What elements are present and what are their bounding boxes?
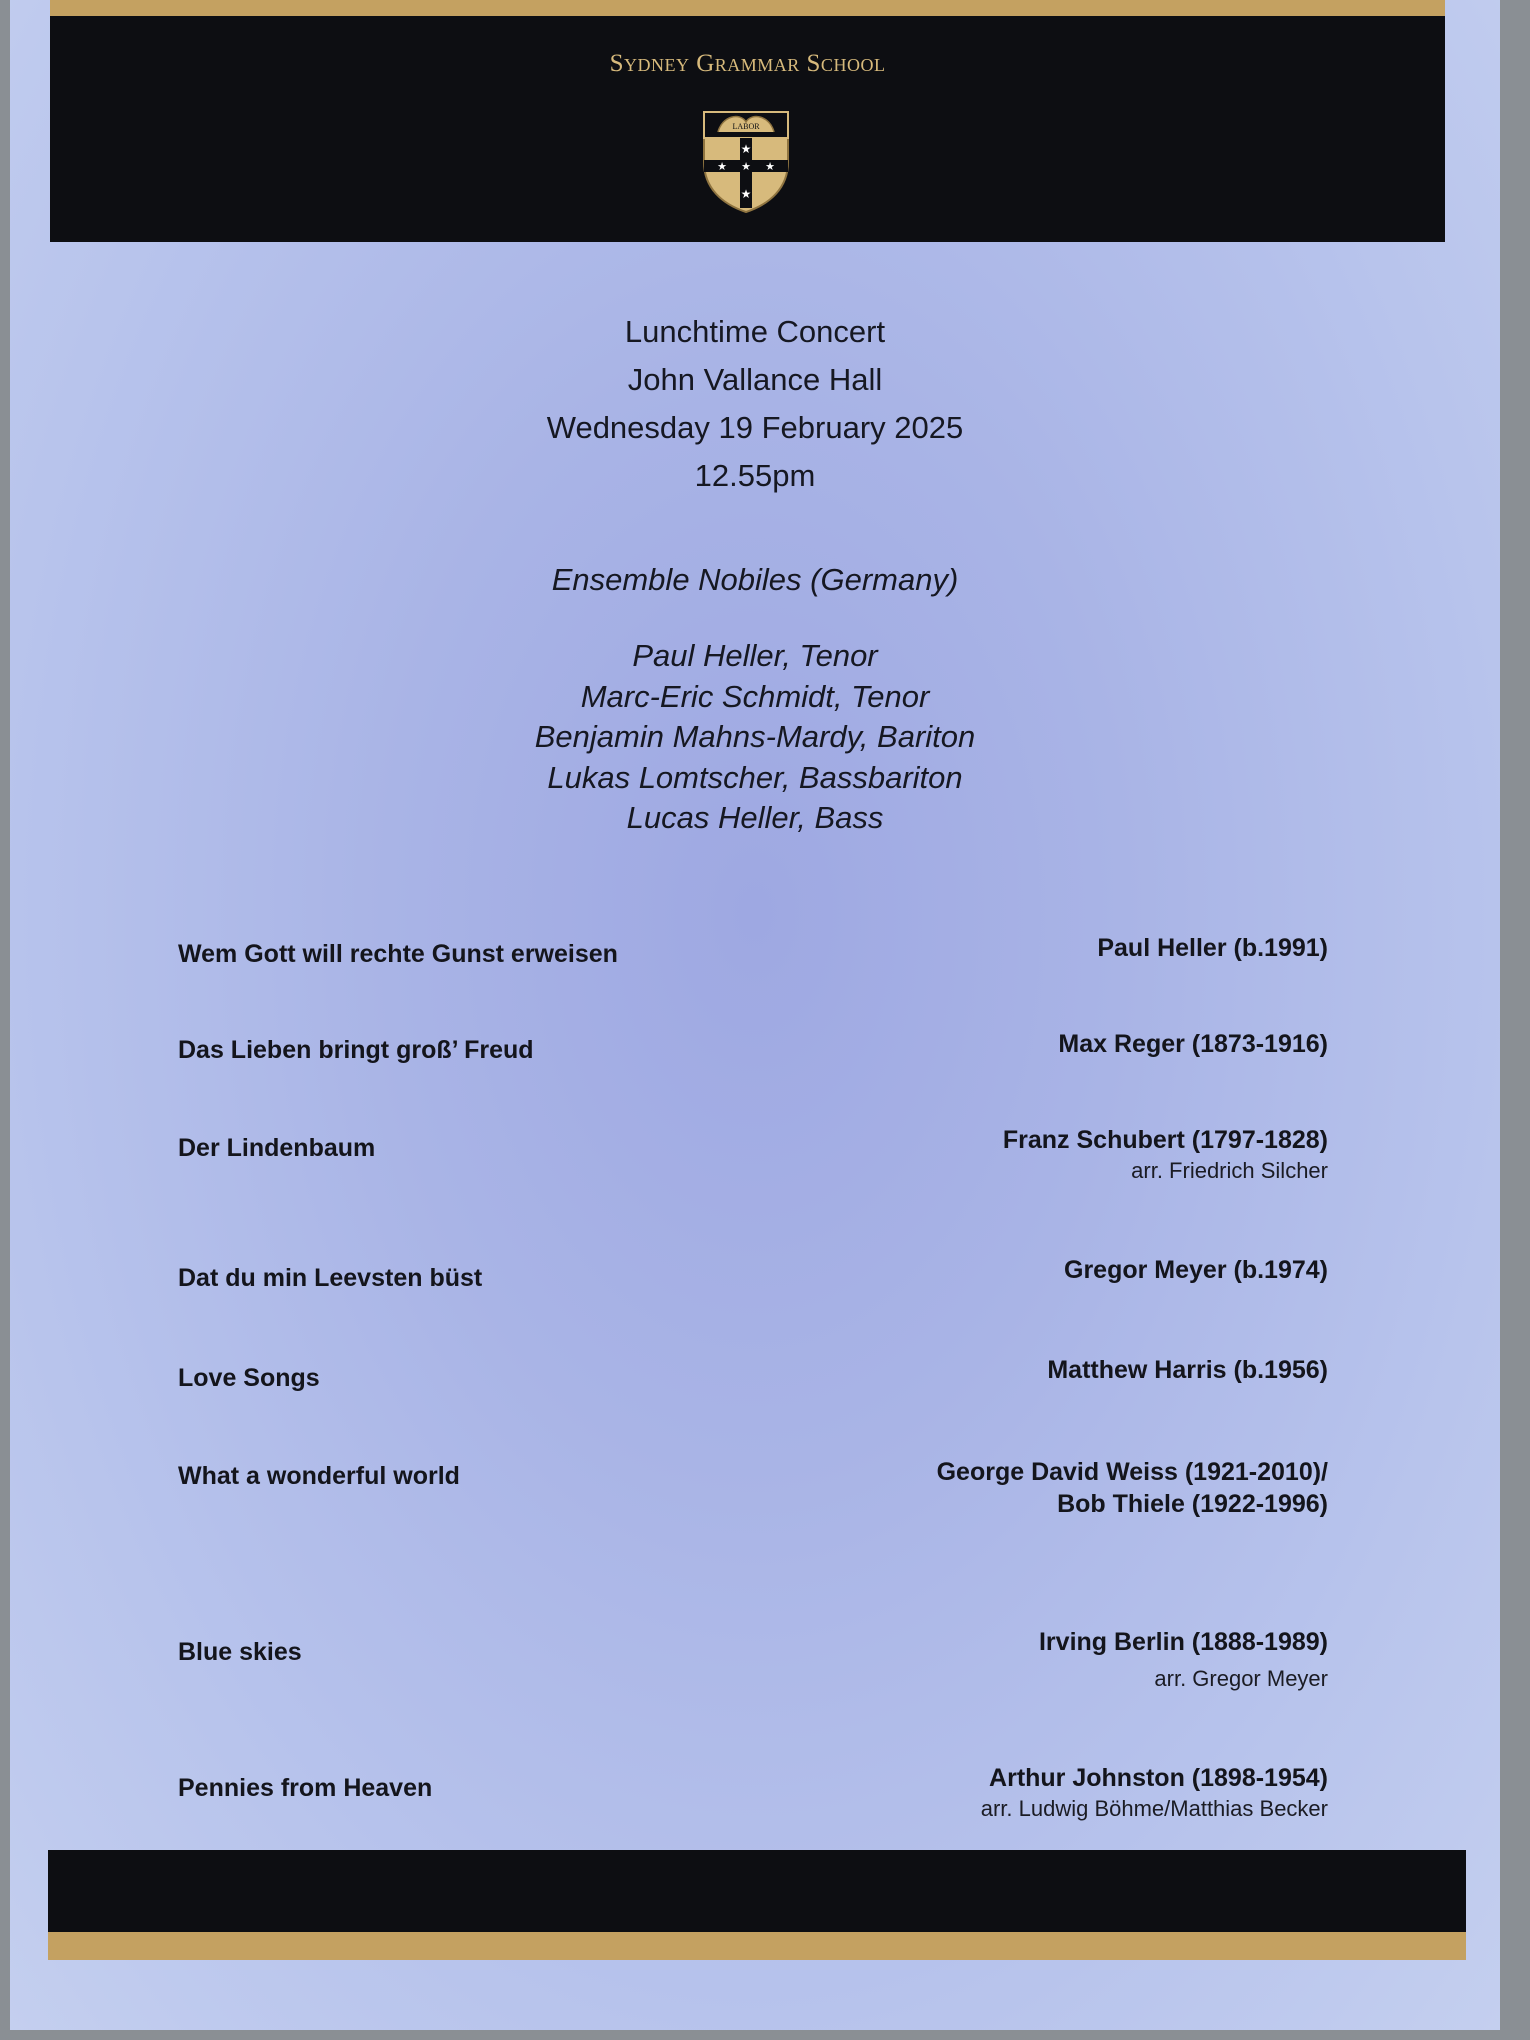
performer: Benjamin Mahns-Mardy, Bariton: [534, 719, 976, 754]
composer-name: Paul Heller (b.1991): [1097, 934, 1328, 962]
piece-title: Der Lindenbaum: [178, 1134, 376, 1162]
composer-name: Matthew Harris (b.1956): [1047, 1356, 1328, 1384]
piece-title: Love Songs: [178, 1364, 320, 1392]
composer-name: Arthur Johnston (1898-1954): [989, 1764, 1328, 1792]
svg-text:★: ★: [740, 142, 752, 156]
arranger-credit: arr. Gregor Meyer: [1154, 1666, 1328, 1691]
ensemble-name: Ensemble Nobiles (Germany): [551, 562, 959, 597]
piece-title: What a wonderful world: [178, 1462, 460, 1490]
svg-text:★: ★: [765, 161, 775, 173]
piece-composer: [981, 1762, 1328, 1824]
event-date: Wednesday 19 February 2025: [546, 410, 964, 445]
svg-text:★: ★: [741, 161, 751, 173]
svg-text:★: ★: [740, 187, 752, 201]
composer-name: George David Weiss (1921-2010)/: [936, 1458, 1328, 1486]
performer: Marc-Eric Schmidt, Tenor: [580, 678, 930, 714]
piece-title: Pennies from Heaven: [178, 1774, 433, 1802]
composer-name: Max Reger (1873-1916): [1058, 1030, 1328, 1058]
performer: Lukas Lomtscher, Bassbariton: [547, 759, 963, 795]
svg-text:★: ★: [717, 161, 727, 173]
performer: Lucas Heller, Bass: [626, 800, 884, 835]
piece-composer: [1097, 932, 1328, 964]
piece-title: Blue skies: [178, 1638, 302, 1666]
performer: Paul Heller, Tenor: [632, 638, 878, 673]
piece-title: Das Lieben bringt groß’ Freud: [178, 1036, 534, 1064]
piece-composer: [1064, 1254, 1328, 1286]
program-list: [178, 0, 1328, 2030]
program-sheet: [10, 0, 1500, 2030]
event-title: Lunchtime Concert: [624, 314, 886, 349]
piece-composer: [1047, 1354, 1328, 1386]
arranger-credit: arr. Ludwig Böhme/Matthias Becker: [980, 1796, 1328, 1821]
footer-band: [48, 1850, 1466, 1960]
composer-name: Gregor Meyer (b.1974): [1064, 1256, 1328, 1284]
school-name: Sydney Grammar School: [609, 50, 886, 77]
piece-composer: [937, 1456, 1328, 1520]
piece-composer: [1039, 1626, 1328, 1694]
composer-name: Irving Berlin (1888-1989): [1038, 1628, 1328, 1656]
piece-composer: [1058, 1028, 1328, 1060]
arranger-credit: arr. Friedrich Silcher: [1131, 1158, 1328, 1183]
piece-title: Wem Gott will rechte Gunst erweisen: [178, 940, 618, 968]
event-time: 12.55pm: [694, 458, 816, 493]
composer-name: Franz Schubert (1797-1828): [1002, 1126, 1328, 1154]
piece-title: Dat du min Leevsten büst: [178, 1264, 483, 1292]
svg-text:LABOR: LABOR: [732, 122, 760, 131]
composer-name: Bob Thiele (1922-1996): [1057, 1490, 1328, 1518]
event-venue: John Vallance Hall: [627, 362, 883, 397]
piece-composer: [1003, 1124, 1328, 1186]
